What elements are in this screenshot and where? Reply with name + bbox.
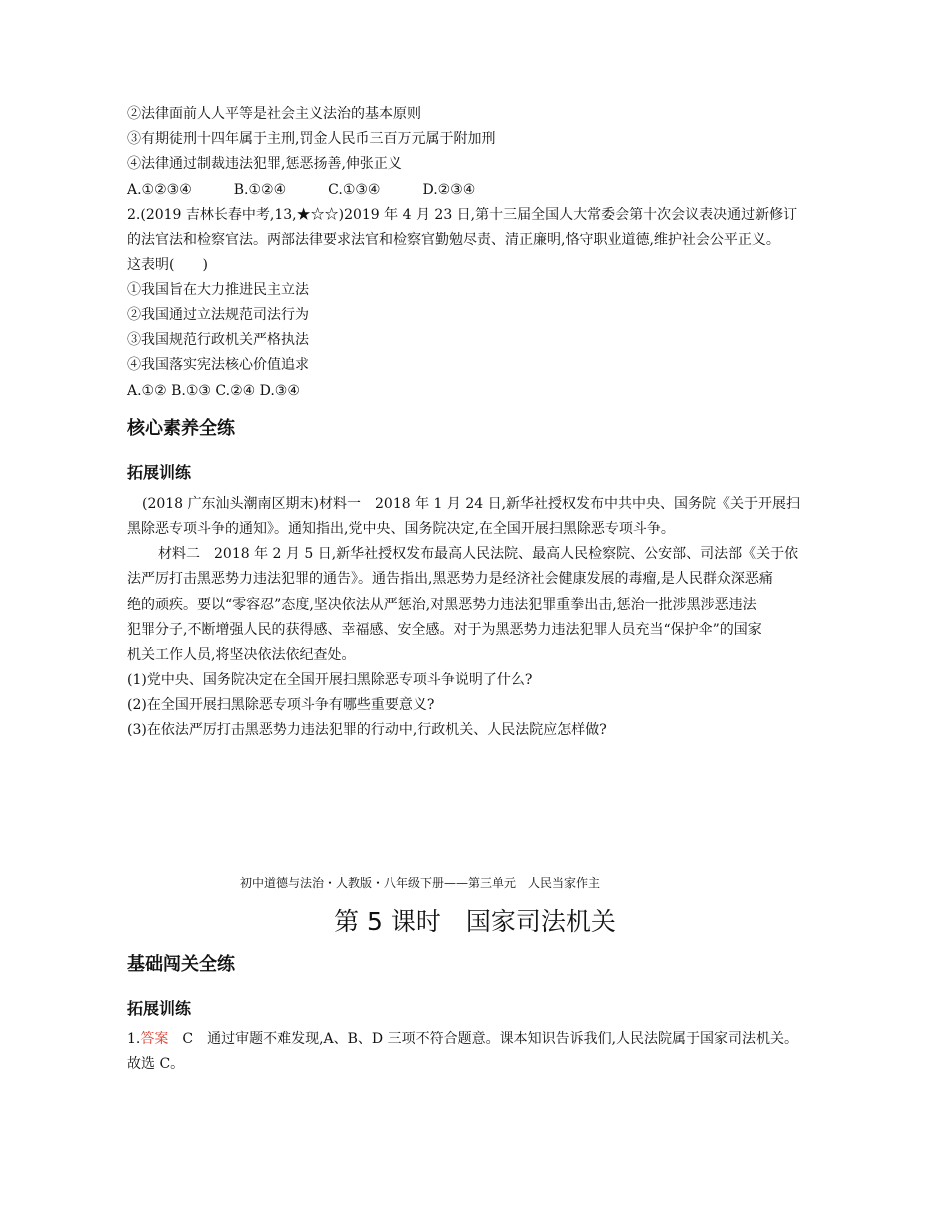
material-2-line-5: 机关工作人员,将坚决依法依纪查处。 [127, 647, 356, 663]
answer-explanation: C 通过审题不难发现,A、B、D 三项不符合题意。课本知识告诉我们,人民法院属于国家司法机关。 [168, 1031, 799, 1047]
option-line-2: ②法律面前人人平等是社会主义法治的基本原则 [127, 106, 421, 122]
material-2-line-4: 犯罪分子,不断增强人民的获得感、幸福感、安全感。对于为黑恶势力违法犯罪人员充当“保护伞”的国家 [127, 622, 762, 638]
q2-option-4: ④我国落实宪法核心价值追求 [127, 357, 309, 373]
section-heading-basic-practice: 基础闯关全练 [127, 954, 235, 975]
material-2-line-3: 绝的顽疾。要以“零容忍”态度,坚决依法从严惩治,对黑恶势力违法犯罪重拳出击,惩治一批涉黑涉恶违法 [127, 597, 757, 613]
section-heading-core-literacy: 核心素养全练 [127, 418, 235, 439]
answer-choices-q2: A.①② B.①③ C.②④ D.③④ [127, 383, 300, 399]
q2-option-2: ②我国通过立法规范司法行为 [127, 307, 309, 323]
q2-option-3: ③我国规范行政机关严格执法 [127, 332, 309, 348]
material-1-line-2: 黑除恶专项斗争的通知》。通知指出,党中央、国务院决定,在全国开展扫黑除恶专项斗争。 [127, 521, 675, 537]
answer-line-1 [127, 1030, 798, 1048]
answer-line-2: 故选 C。 [127, 1056, 185, 1072]
material-2-line-2: 法严厉打击黑恶势力违法犯罪的通告》。通告指出,黑恶势力是经济社会健康发展的毒瘤,是人民群众深恶痛 [127, 571, 773, 587]
material-2-line-1: 材料二 2018 年 2 月 5 日,新华社授权发布最高人民法院、最高人民检察院、公安部、司法部《关于依 [158, 546, 799, 562]
sub-question-1: (1)党中央、国务院决定在全国开展扫黑除恶专项斗争说明了什么? [127, 672, 533, 688]
sub-heading-extension-training: 拓展训练 [127, 463, 192, 482]
q2-option-1: ①我国旨在大力推进民主立法 [127, 282, 309, 298]
question-2-stem-line-1: 2.(2019 吉林长春中考,13,★☆☆)2019 年 4 月 23 日,第十三届全国人大常委会第十次会议表决通过新修订 [127, 207, 798, 223]
question-2-stem-line-3: 这表明( ) [127, 257, 208, 273]
running-header: 初中道德与法治・人教版・八年级下册——第三单元 人民当家作主 [240, 876, 601, 890]
sub-heading-extension-training-2: 拓展训练 [127, 999, 192, 1018]
lesson-title: 第 5 课时 国家司法机关 [334, 907, 616, 936]
material-1-line-1: (2018 广东汕头潮南区期末)材料一 2018 年 1 月 24 日,新华社授权发布中共中央、国务院《关于开展扫 [142, 496, 801, 512]
answer-choices-q1: A.①②③④ B.①②④ C.①③④ D.②③④ [127, 182, 476, 198]
option-line-3: ③有期徒刑十四年属于主刑,罚金人民币三百万元属于附加刑 [127, 131, 496, 147]
option-line-4: ④法律通过制裁违法犯罪,惩恶扬善,伸张正义 [127, 156, 402, 172]
sub-question-2: (2)在全国开展扫黑除恶专项斗争有哪些重要意义? [127, 697, 435, 713]
sub-question-3: (3)在依法严厉打击黑恶势力违法犯罪的行动中,行政机关、人民法院应怎样做? [127, 722, 607, 738]
question-2-stem-line-2: 的法官法和检察官法。两部法律要求法官和检察官勤勉尽责、清正廉明,恪守职业道德,维护社会公平正义。 [127, 232, 780, 248]
answer-label: 答案 [140, 1031, 169, 1047]
answer-number: 1. [127, 1031, 141, 1047]
